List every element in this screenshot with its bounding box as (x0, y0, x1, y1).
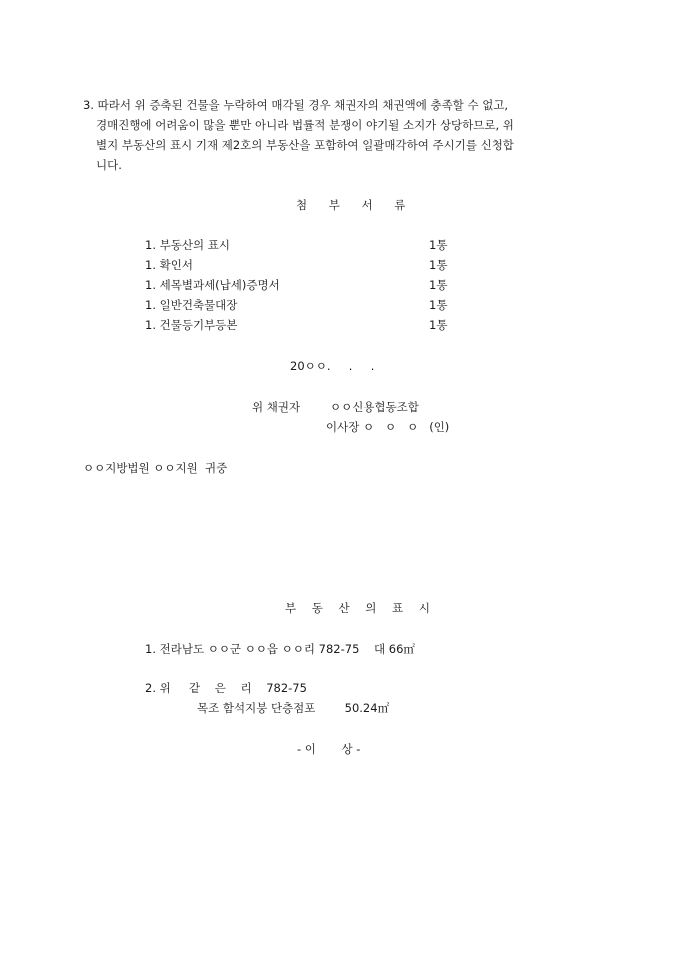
property-item-1: 1. 전라남도 ㅇㅇ군 ㅇㅇ읍 ㅇㅇ리 782-75 대 66㎡ (145, 642, 415, 656)
attachments-list (145, 235, 465, 335)
attachment-count: 1통 (429, 258, 448, 272)
property-item-2-detail: 목조 함석지붕 단층점포 50.24㎡ (197, 701, 390, 715)
attachment-item (145, 295, 465, 315)
paragraph-line-4: 니다. (96, 158, 122, 172)
petition-paragraph (83, 95, 613, 175)
property-item-2: 2. 위 같 은 리 782-75 (145, 681, 307, 695)
filing-date: 20ㅇㅇ. . . (290, 359, 375, 373)
attachment-count: 1통 (429, 318, 448, 332)
creditor-label: 위 채권자 (252, 400, 301, 414)
attachment-count: 1통 (429, 298, 448, 312)
attachment-count: 1통 (429, 238, 448, 252)
paragraph-line-2: 경매진행에 어려움이 많을 뿐만 아니라 법률적 분쟁이 야기될 소지가 상당하므로, 위 (96, 118, 514, 132)
creditor-name: ㅇㅇ신용협동조합 (330, 400, 419, 414)
attachment-count: 1통 (429, 278, 448, 292)
attachment-name: 1. 건물등기부등본 (145, 318, 238, 332)
creditor-director: 이사장 ㅇ ㅇ ㅇ (인) (326, 420, 450, 434)
attachment-name: 1. 부동산의 표시 (145, 238, 230, 252)
attachments-heading: 첨 부 서 류 (296, 198, 415, 212)
attachment-item (145, 315, 465, 335)
paragraph-line-1: 3. 따라서 위 증축된 건물을 누락하여 매각될 경우 채권자의 채권액에 충족할 수 없고, (83, 98, 509, 112)
paragraph-line-3: 별지 부동산의 표시 기재 제2호의 부동산을 포함하여 일괄매각하여 주시기를 신청합 (96, 138, 514, 152)
attachment-item (145, 275, 465, 295)
attachment-name: 1. 세목별과세(납세)증명서 (145, 278, 280, 292)
attachment-item (145, 255, 465, 275)
attachment-name: 1. 확인서 (145, 258, 193, 272)
attachment-item (145, 235, 465, 255)
end-mark: - 이 상 - (297, 742, 361, 756)
attachment-name: 1. 일반건축물대장 (145, 298, 238, 312)
property-heading: 부 동 산 의 표 시 (285, 601, 436, 615)
court-addressee: ㅇㅇ지방법원 ㅇㅇ지원 귀중 (83, 461, 228, 475)
